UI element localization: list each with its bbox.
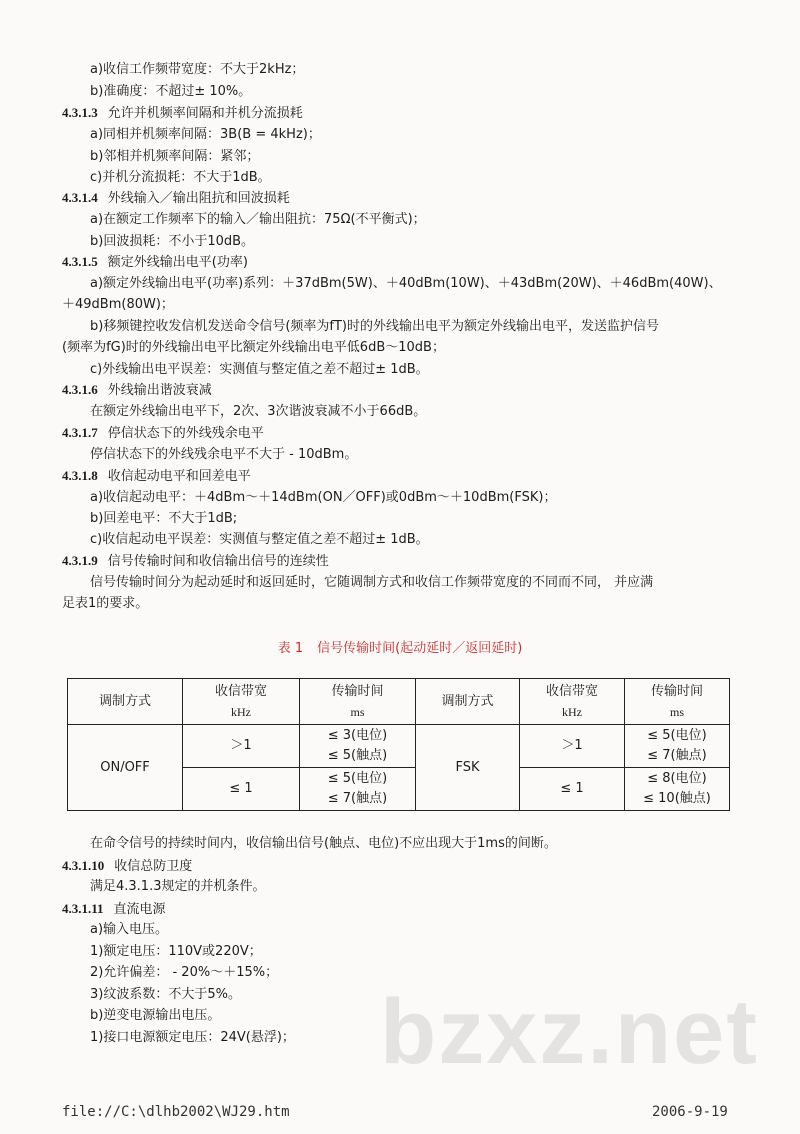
section-heading — [62, 467, 251, 486]
time-cell — [300, 768, 416, 811]
section-title: 外线输入／输出阻抗和回波损耗 — [107, 191, 290, 206]
section-title: 外线输出谐波衰减 — [107, 383, 212, 398]
paragraph-line: c)收信起动电平误差：实测值与整定值之差不超过± 1dB。 — [90, 532, 429, 547]
time-cell — [625, 768, 730, 811]
time-cell — [300, 725, 416, 768]
paragraph-line: 1)接口电源额定电压：24V(悬浮)； — [90, 1030, 295, 1045]
paragraph-line: a)收信工作频带宽度：不大于2kHz； — [90, 62, 305, 77]
paragraph-line: a)同相并机频率间隔：3B(B = 4kHz)； — [90, 127, 321, 142]
paragraph-line: b)回波损耗：不小于10dB。 — [90, 234, 255, 249]
section-heading — [62, 857, 192, 876]
modulation-cell: ON/OFF — [68, 725, 183, 811]
bandwidth-cell: ≤ 1 — [520, 768, 625, 811]
section-heading — [62, 104, 303, 123]
section-heading — [62, 900, 166, 919]
section-heading — [62, 381, 212, 400]
paragraph-line: 信号传输时间分为起动延时和返回延时，它随调制方式和收信工作频带宽度的不同而不同， 并应满 — [90, 575, 654, 590]
section-title: 收信总防卫度 — [114, 859, 193, 874]
header-bandwidth-label: 收信带宽 — [214, 683, 267, 699]
paragraph-line: b)回差电平：不大于1dB; — [90, 511, 238, 526]
table-caption-title: 信号传输时间(起动延时／返回延时) — [317, 641, 523, 656]
paragraph-line: (频率为fG)时的外线输出电平比额定外线输出电平低6dB～10dB； — [62, 340, 445, 355]
section-number: 4.3.1.8 — [62, 468, 98, 483]
section-title: 直流电源 — [113, 902, 166, 917]
footer-file-path: file://C:\dlhb2002\WJ29.htm — [62, 1104, 290, 1120]
paragraph-line: 满足4.3.1.3规定的并机条件。 — [90, 879, 266, 894]
header-time-label: 传输时间 — [650, 683, 703, 699]
paragraph-line: b)移频键控收发信机发送命令信号(频率为fT)时的外线输出电平为额定外线输出电平，发送监护信号 — [90, 319, 659, 334]
time-value: ≤ 5(触点) — [327, 748, 388, 763]
paragraph-line: a)额定外线输出电平(功率)系列：＋37dBm(5W)、＋40dBm(10W)、＋43dBm(20W)、＋46dBm(40W)、 — [90, 276, 722, 291]
paragraph-line: 在命令信号的持续时间内，收信输出信号(触点、电位)不应出现大于1ms的间断。 — [90, 836, 557, 851]
section-number: 4.3.1.9 — [62, 553, 98, 568]
paragraph-line: 1)额定电压：110V或220V； — [90, 944, 262, 959]
time-value: ≤ 5(电位) — [647, 728, 707, 743]
header-modulation: 调制方式 — [416, 679, 520, 725]
paragraph-line: b)邻相并机频率间隔：紧邻； — [90, 149, 260, 164]
paragraph-line: 在额定外线输出电平下，2次、3次谐波衰减不小于66dB。 — [90, 404, 427, 419]
section-number: 4.3.1.10 — [62, 858, 105, 873]
time-value: ≤ 10(触点) — [643, 791, 711, 806]
header-time-unit: ms — [669, 704, 684, 719]
section-number: 4.3.1.11 — [62, 901, 104, 916]
bandwidth-cell: ＞1 — [183, 725, 300, 768]
bandwidth-cell: ＞1 — [520, 725, 625, 768]
paragraph-line: ＋49dBm(80W)； — [62, 297, 174, 312]
section-number: 4.3.1.5 — [62, 254, 98, 269]
section-number: 4.3.1.3 — [62, 105, 98, 120]
paragraph-line: b)准确度：不超过± 10%。 — [90, 84, 252, 99]
transmission-time-table — [67, 678, 730, 811]
section-heading — [62, 253, 248, 272]
section-title: 额定外线输出电平(功率) — [107, 255, 248, 270]
section-number: 4.3.1.7 — [62, 425, 98, 440]
section-title: 停信状态下的外线残余电平 — [107, 426, 264, 441]
header-modulation: 调制方式 — [68, 679, 183, 725]
paragraph-line: c)并机分流损耗：不大于1dB。 — [90, 170, 271, 185]
header-bandwidth — [183, 679, 300, 725]
header-bandwidth — [520, 679, 625, 725]
section-title: 收信起动电平和回差电平 — [107, 469, 251, 484]
paragraph-line: 2)允许偏差： - 20%～＋15%； — [90, 965, 279, 980]
section-heading — [62, 552, 329, 571]
time-cell — [625, 725, 730, 768]
time-value: ≤ 7(触点) — [327, 791, 388, 806]
paragraph-line: 3)纹波系数：不大于5%。 — [90, 987, 241, 1002]
footer-date: 2006-9-19 — [652, 1104, 728, 1120]
header-time-label: 传输时间 — [331, 683, 384, 699]
time-value: ≤ 7(触点) — [647, 748, 707, 763]
header-time-unit: ms — [350, 704, 365, 719]
paragraph-line: a)收信起动电平：＋4dBm～＋14dBm(ON／OFF)或0dBm～＋10dBm(FSK)； — [90, 490, 557, 505]
bandwidth-cell: ≤ 1 — [183, 768, 300, 811]
paragraph-line: c)外线输出电平误差：实测值与整定值之差不超过± 1dB。 — [90, 362, 429, 377]
header-bandwidth-label: 收信带宽 — [545, 683, 598, 699]
table-caption — [0, 637, 800, 656]
section-number: 4.3.1.6 — [62, 382, 98, 397]
paragraph-line: 足表1的要求。 — [62, 596, 149, 611]
time-value: ≤ 5(电位) — [327, 771, 388, 786]
table-row — [68, 725, 730, 768]
section-number: 4.3.1.4 — [62, 190, 98, 205]
section-title: 信号传输时间和收信输出信号的连续性 — [107, 554, 329, 569]
table-caption-number: 表 1 — [277, 641, 304, 656]
header-time — [625, 679, 730, 725]
paragraph-line: 停信状态下的外线残余电平不大于 - 10dBm。 — [90, 447, 358, 462]
section-heading — [62, 189, 290, 208]
time-value: ≤ 8(电位) — [647, 771, 707, 786]
table-header-row — [68, 679, 730, 725]
header-time — [300, 679, 416, 725]
section-heading — [62, 424, 264, 443]
header-bandwidth-unit: kHz — [562, 704, 582, 719]
header-bandwidth-unit: kHz — [231, 704, 251, 719]
modulation-cell: FSK — [416, 725, 520, 811]
paragraph-line: a)输入电压。 — [90, 922, 169, 937]
watermark-logo: bzxz.net — [380, 981, 759, 1083]
time-value: ≤ 3(电位) — [327, 728, 388, 743]
section-title: 允许并机频率间隔和并机分流损耗 — [107, 106, 303, 121]
paragraph-line: b)逆变电源输出电压。 — [90, 1008, 221, 1023]
paragraph-line: a)在额定工作频率下的输入／输出阻抗：75Ω(不平衡式)； — [90, 212, 426, 227]
